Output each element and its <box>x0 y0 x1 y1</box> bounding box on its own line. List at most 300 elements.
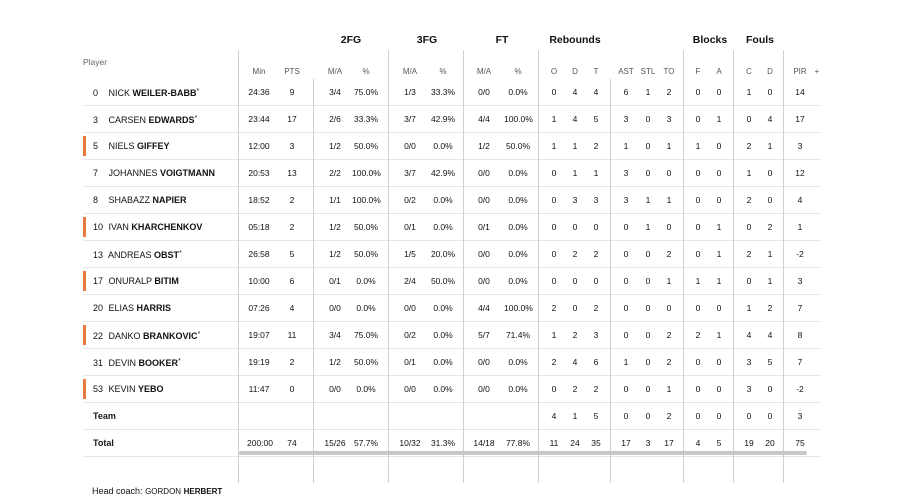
group-ft: FT <box>495 34 509 46</box>
stat-cell-d: 1 <box>572 411 578 421</box>
stat-cell-f: 0 <box>695 168 701 178</box>
player-name[interactable] <box>93 79 199 105</box>
stat-cell-fg3: 10/32 <box>399 438 421 448</box>
stat-cell-f: 1 <box>695 141 701 151</box>
header-reb-o: O <box>550 67 558 76</box>
stat-cell-d: 24 <box>570 438 580 448</box>
stat-cell-fg3p: 0.0% <box>433 222 453 232</box>
head-coach <box>92 486 222 496</box>
stat-cell-fg3p: 0.0% <box>433 195 453 205</box>
stat-cell-a: 0 <box>716 195 722 205</box>
stat-cell-pts: 4 <box>289 303 295 313</box>
stat-cell-fg2p: 33.3% <box>353 114 379 124</box>
stat-cell-fg2p: 100.0% <box>352 195 381 205</box>
player-row <box>83 241 821 268</box>
player-name[interactable] <box>93 349 181 375</box>
stat-cell-fg3: 2/4 <box>404 276 416 286</box>
stat-cell-fd: 4 <box>767 114 773 124</box>
stat-cell-pir: -2 <box>796 249 804 259</box>
header-ft-ma: M/A <box>476 67 492 76</box>
stat-cell-pts: 13 <box>287 168 297 178</box>
stat-cell-fg3: 0/1 <box>404 222 416 232</box>
stat-cell-d: 4 <box>572 114 578 124</box>
stat-cell-pts: 2 <box>289 357 295 367</box>
stat-cell-pir: 7 <box>797 357 803 367</box>
stat-cell-stl: 3 <box>645 438 651 448</box>
group-2fg: 2FG <box>340 34 362 46</box>
stat-cell-ftp: 0.0% <box>508 195 528 205</box>
stat-cell-c: 0 <box>746 114 752 124</box>
stat-cell-fd: 0 <box>767 384 773 394</box>
stat-cell-ft: 0/0 <box>478 87 490 97</box>
stat-cell-pts: 11 <box>287 330 297 340</box>
divider <box>313 79 314 483</box>
stat-cell-fd: 1 <box>767 249 773 259</box>
header-pts: PTS <box>284 67 300 76</box>
header-min: Min <box>252 67 266 76</box>
player-number: 0 <box>93 88 99 98</box>
stat-cell-to: 2 <box>666 330 672 340</box>
stat-cell-a: 0 <box>716 384 722 394</box>
group-blocks: Blocks <box>692 34 728 46</box>
player-last-name: OBST <box>154 250 180 260</box>
stat-cell-ftp: 100.0% <box>504 303 533 313</box>
stat-cell-stl: 0 <box>645 330 651 340</box>
stat-cell-pts: 9 <box>289 87 295 97</box>
stat-cell-ftp: 0.0% <box>508 168 528 178</box>
stat-cell-pts: 3 <box>289 141 295 151</box>
team-row <box>83 403 821 430</box>
group-rebounds: Rebounds <box>549 34 601 46</box>
player-last-name: KHARCHENKOV <box>131 222 203 232</box>
stat-cell-ft: 5/7 <box>478 330 490 340</box>
stat-cell-ast: 0 <box>623 276 629 286</box>
stat-cell-c: 19 <box>744 438 754 448</box>
stat-cell-ft: 1/2 <box>478 141 490 151</box>
divider <box>463 50 464 483</box>
stat-cell-fd: 1 <box>767 276 773 286</box>
stat-cell-pir: 12 <box>795 168 805 178</box>
player-name[interactable] <box>93 295 171 321</box>
stat-cell-to: 17 <box>664 438 674 448</box>
divider <box>238 50 239 483</box>
horizontal-scrollbar[interactable] <box>239 451 807 455</box>
stat-cell-to: 2 <box>666 411 672 421</box>
stat-cell-ast: 1 <box>623 141 629 151</box>
player-row <box>83 322 821 349</box>
stat-cell-fg2: 1/2 <box>329 249 341 259</box>
stat-cell-stl: 0 <box>645 384 651 394</box>
stat-cell-ast: 1 <box>623 357 629 367</box>
stat-cell-fd: 0 <box>767 168 773 178</box>
stat-cell-fg3: 1/5 <box>404 249 416 259</box>
stat-cell-fg3: 0/0 <box>404 384 416 394</box>
header-to: TO <box>663 67 675 76</box>
stat-cell-to: 1 <box>666 195 672 205</box>
header-plus[interactable]: + <box>814 67 820 76</box>
stat-cell-ast: 3 <box>623 195 629 205</box>
stat-cell-pts: 0 <box>289 384 295 394</box>
player-first-name: ELIAS <box>108 303 135 313</box>
stat-cell-fg3: 1/3 <box>404 87 416 97</box>
stat-cell-to: 3 <box>666 114 672 124</box>
player-row <box>83 106 821 133</box>
stat-cell-a: 0 <box>716 168 722 178</box>
stat-cell-f: 0 <box>695 411 701 421</box>
stat-cell-f: 0 <box>695 303 701 313</box>
stat-cell-ftp: 0.0% <box>508 222 528 232</box>
stat-cell-c: 3 <box>746 384 752 394</box>
group-fouls: Fouls <box>746 34 774 46</box>
player-name[interactable] <box>93 214 202 240</box>
stat-cell-c: 1 <box>746 87 752 97</box>
stat-cell-fd: 0 <box>767 195 773 205</box>
stat-cell-f: 2 <box>695 330 701 340</box>
stat-cell-o: 0 <box>551 249 557 259</box>
stat-cell-ft: 0/0 <box>478 357 490 367</box>
stat-cell-pir: 14 <box>795 87 805 97</box>
stat-cell-ast: 17 <box>621 438 631 448</box>
stat-cell-o: 0 <box>551 384 557 394</box>
player-first-name: NICK <box>108 88 131 98</box>
stat-cell-t: 5 <box>593 114 599 124</box>
player-number: 17 <box>93 276 104 286</box>
stat-cell-fg2p: 75.0% <box>353 330 379 340</box>
stat-cell-o: 1 <box>551 141 557 151</box>
stat-cell-fd: 0 <box>767 411 773 421</box>
stat-cell-fg2: 0/0 <box>329 303 341 313</box>
stat-cell-fg3p: 0.0% <box>433 384 453 394</box>
stat-cell-fg2: 1/1 <box>329 195 341 205</box>
starter-marker: * <box>196 88 200 95</box>
stat-cell-min: 05:18 <box>248 222 270 232</box>
stat-cell-fg3p: 0.0% <box>433 357 453 367</box>
stat-cell-a: 0 <box>716 411 722 421</box>
player-row <box>83 214 821 241</box>
stat-cell-fg2p: 50.0% <box>353 357 379 367</box>
header-3fg-ma: M/A <box>402 67 418 76</box>
stat-cell-fg3p: 0.0% <box>433 330 453 340</box>
player-number: 10 <box>93 222 104 232</box>
stat-cell-fg3p: 33.3% <box>430 87 456 97</box>
stat-cell-fd: 2 <box>767 303 773 313</box>
stat-cell-o: 1 <box>551 330 557 340</box>
stat-cell-fd: 1 <box>767 141 773 151</box>
stat-cell-t: 0 <box>593 276 599 286</box>
stat-cell-pts: 6 <box>289 276 295 286</box>
stat-cell-o: 1 <box>551 114 557 124</box>
stat-cell-a: 1 <box>716 114 722 124</box>
stat-cell-a: 1 <box>716 249 722 259</box>
stat-cell-d: 1 <box>572 141 578 151</box>
stat-cell-pir: 3 <box>797 411 803 421</box>
player-last-name: WEILER-BABB <box>132 88 197 98</box>
stat-cell-pts: 17 <box>287 114 297 124</box>
player-number: 7 <box>93 168 99 178</box>
player-last-name: GIFFEY <box>137 141 170 151</box>
stat-cell-min: 12:00 <box>248 141 270 151</box>
stat-cell-ft: 4/4 <box>478 303 490 313</box>
player-last-name: YEBO <box>138 384 164 394</box>
player-row <box>83 79 821 106</box>
stat-cell-ftp: 100.0% <box>504 114 533 124</box>
stat-cell-ftp: 0.0% <box>508 87 528 97</box>
stat-cell-f: 0 <box>695 249 701 259</box>
stat-cell-o: 2 <box>551 357 557 367</box>
starter-marker: * <box>178 358 181 365</box>
player-row <box>83 187 821 214</box>
player-first-name: DEVIN <box>108 358 137 368</box>
stat-cell-f: 0 <box>695 114 701 124</box>
player-name[interactable] <box>93 160 215 186</box>
stat-cell-d: 0 <box>572 222 578 232</box>
stat-cell-ftp: 0.0% <box>508 249 528 259</box>
stat-cell-ftp: 0.0% <box>508 276 528 286</box>
stat-cell-ast: 0 <box>623 222 629 232</box>
stat-cell-d: 3 <box>572 195 578 205</box>
player-name[interactable] <box>93 187 187 213</box>
stat-cell-fg3p: 0.0% <box>433 141 453 151</box>
stat-cell-ast: 3 <box>623 168 629 178</box>
stat-cell-min: 19:19 <box>248 357 270 367</box>
stat-cell-ast: 0 <box>623 303 629 313</box>
player-row <box>83 268 821 295</box>
stat-cell-pir: 17 <box>795 114 805 124</box>
player-number: 3 <box>93 115 99 125</box>
divider <box>733 50 734 483</box>
stat-cell-ft: 0/0 <box>478 168 490 178</box>
player-last-name: HARRIS <box>136 303 172 313</box>
stat-cell-pir: 4 <box>797 195 803 205</box>
stat-cell-pir: 1 <box>797 222 803 232</box>
stat-cell-t: 2 <box>593 249 599 259</box>
stat-cell-c: 3 <box>746 357 752 367</box>
stat-cell-min: 23:44 <box>248 114 270 124</box>
stat-cell-fg2: 0/0 <box>329 384 341 394</box>
header-blk-f: F <box>695 67 701 76</box>
stat-cell-a: 1 <box>716 276 722 286</box>
stat-cell-o: 0 <box>551 168 557 178</box>
stat-cell-fg2: 2/2 <box>329 168 341 178</box>
stat-cell-ftp: 50.0% <box>505 141 531 151</box>
stat-cell-fg3: 3/7 <box>404 168 416 178</box>
stat-cell-to: 1 <box>666 384 672 394</box>
stat-cell-o: 0 <box>551 195 557 205</box>
stat-cell-t: 3 <box>593 195 599 205</box>
stat-cell-pir: 3 <box>797 141 803 151</box>
stat-cell-min: 19:07 <box>248 330 270 340</box>
total-row-label: Total <box>93 438 114 448</box>
player-last-name: BITIM <box>154 276 179 286</box>
stat-cell-fg3: 3/7 <box>404 114 416 124</box>
stat-cell-c: 0 <box>746 276 752 286</box>
stat-cell-fg3: 0/0 <box>404 303 416 313</box>
header-reb-t: T <box>593 67 599 76</box>
stat-cell-to: 0 <box>666 168 672 178</box>
stat-cell-t: 2 <box>593 141 599 151</box>
stat-cell-t: 1 <box>593 168 599 178</box>
player-first-name: NIELS <box>108 141 135 151</box>
stat-cell-stl: 0 <box>645 168 651 178</box>
stat-cell-a: 1 <box>716 330 722 340</box>
stat-cell-fg2: 15/26 <box>324 438 346 448</box>
stat-cell-ast: 0 <box>623 384 629 394</box>
stat-cell-c: 1 <box>746 303 752 313</box>
player-name[interactable] <box>93 106 197 132</box>
stat-cell-f: 0 <box>695 195 701 205</box>
stat-cell-c: 0 <box>746 222 752 232</box>
divider <box>388 50 389 483</box>
stat-cell-pts: 2 <box>289 222 295 232</box>
stat-cell-min: 18:52 <box>248 195 270 205</box>
stat-cell-fg2p: 0.0% <box>356 384 376 394</box>
stat-cell-d: 2 <box>572 249 578 259</box>
player-name[interactable] <box>93 268 179 294</box>
stat-cell-pts: 2 <box>289 195 295 205</box>
stat-cell-pir: 8 <box>797 330 803 340</box>
stat-cell-fg3p: 31.3% <box>430 438 456 448</box>
stat-cell-fd: 20 <box>765 438 775 448</box>
stat-cell-f: 1 <box>695 276 701 286</box>
divider <box>538 50 539 483</box>
stat-cell-stl: 0 <box>645 357 651 367</box>
stat-cell-fg3p: 0.0% <box>433 303 453 313</box>
player-row <box>83 376 821 403</box>
stat-cell-ast: 3 <box>623 114 629 124</box>
stat-cell-min: 200:00 <box>247 438 273 448</box>
stat-cell-c: 1 <box>746 168 752 178</box>
stat-cell-fg2: 1/2 <box>329 357 341 367</box>
stat-cell-o: 0 <box>551 87 557 97</box>
group-header-row <box>83 30 821 50</box>
header-foul-c: C <box>746 67 752 76</box>
player-number: 31 <box>93 358 104 368</box>
stat-cell-t: 0 <box>593 222 599 232</box>
stat-cell-fg3p: 42.9% <box>430 168 456 178</box>
stat-cell-stl: 0 <box>645 411 651 421</box>
stat-cell-fg3: 0/2 <box>404 195 416 205</box>
stat-cell-fd: 0 <box>767 87 773 97</box>
stat-cell-min: 11:47 <box>248 384 270 394</box>
stat-cell-pir: -2 <box>796 384 804 394</box>
stat-cell-ft: 0/0 <box>478 195 490 205</box>
stat-cell-f: 4 <box>695 438 701 448</box>
stat-cell-f: 0 <box>695 222 701 232</box>
stat-cell-ast: 0 <box>623 411 629 421</box>
player-name[interactable] <box>93 241 182 267</box>
stat-cell-fd: 4 <box>767 330 773 340</box>
header-blk-a: A <box>716 67 722 76</box>
stat-cell-to: 0 <box>666 222 672 232</box>
player-name[interactable] <box>93 322 200 348</box>
stat-cell-min: 26:58 <box>248 249 270 259</box>
stat-cell-o: 4 <box>551 411 557 421</box>
stat-cell-ast: 6 <box>623 87 629 97</box>
player-number: 13 <box>93 250 104 260</box>
stat-cell-d: 2 <box>572 384 578 394</box>
divider <box>610 79 611 483</box>
header-ft-pct: % <box>514 67 522 76</box>
player-last-name: BOOKER <box>138 358 179 368</box>
stat-cell-ft: 0/1 <box>478 222 490 232</box>
head-coach-first-name: GORDON <box>145 487 182 496</box>
stat-cell-d: 4 <box>572 357 578 367</box>
stat-cell-ast: 0 <box>623 249 629 259</box>
divider <box>783 50 784 483</box>
player-first-name: CARSEN <box>108 115 147 125</box>
stat-cell-min: 24:36 <box>248 87 270 97</box>
stat-cell-fg2: 1/2 <box>329 222 341 232</box>
team-row-label: Team <box>93 411 116 421</box>
player-first-name: IVAN <box>108 222 129 232</box>
stat-cell-a: 0 <box>716 141 722 151</box>
stat-cell-fg3p: 20.0% <box>430 249 456 259</box>
player-last-name: VOIGTMANN <box>160 168 216 178</box>
player-first-name: SHABAZZ <box>108 195 151 205</box>
starter-marker: * <box>197 331 201 338</box>
stat-cell-c: 0 <box>746 411 752 421</box>
stat-cell-min: 20:53 <box>248 168 270 178</box>
stat-cell-fg3p: 42.9% <box>430 114 456 124</box>
stat-cell-stl: 0 <box>645 303 651 313</box>
stat-cell-d: 4 <box>572 87 578 97</box>
stat-cell-to: 2 <box>666 357 672 367</box>
stat-cell-a: 0 <box>716 87 722 97</box>
stat-cell-fg2p: 50.0% <box>353 222 379 232</box>
player-number: 22 <box>93 331 104 341</box>
player-number: 8 <box>93 195 99 205</box>
stat-cell-to: 0 <box>666 303 672 313</box>
stat-cell-pir: 75 <box>795 438 805 448</box>
stat-cell-fg2: 3/4 <box>329 87 341 97</box>
stat-cell-ftp: 0.0% <box>508 357 528 367</box>
stat-cell-fg2p: 57.7% <box>353 438 379 448</box>
player-name[interactable] <box>93 133 170 159</box>
stat-cell-a: 0 <box>716 303 722 313</box>
stat-cell-o: 11 <box>549 438 559 448</box>
stat-cell-ftp: 0.0% <box>508 384 528 394</box>
player-name[interactable] <box>93 376 164 402</box>
player-last-name: NAPIER <box>152 195 187 205</box>
stat-cell-min: 07:26 <box>248 303 270 313</box>
player-last-name: EDWARDS <box>148 115 195 125</box>
player-first-name: DANKO <box>108 331 141 341</box>
stat-cell-to: 1 <box>666 141 672 151</box>
stat-cell-t: 35 <box>591 438 601 448</box>
stat-cell-fg2p: 100.0% <box>352 168 381 178</box>
stat-cell-d: 2 <box>572 330 578 340</box>
stat-cell-fg2: 2/6 <box>329 114 341 124</box>
group-3fg: 3FG <box>416 34 438 46</box>
stat-cell-to: 1 <box>666 276 672 286</box>
stat-cell-a: 1 <box>716 222 722 232</box>
header-reb-d: D <box>572 67 578 76</box>
stat-cell-ftp: 71.4% <box>505 330 531 340</box>
stat-cell-c: 2 <box>746 249 752 259</box>
column-header-row <box>83 50 821 79</box>
stat-cell-o: 2 <box>551 303 557 313</box>
stat-cell-t: 4 <box>593 87 599 97</box>
player-first-name: JOHANNES <box>108 168 158 178</box>
stat-cell-min: 10:00 <box>248 276 270 286</box>
player-first-name: ANDREAS <box>108 250 152 260</box>
header-2fg-pct: % <box>362 67 370 76</box>
player-first-name: KEVIN <box>108 384 136 394</box>
stat-cell-fg2: 1/2 <box>329 141 341 151</box>
stat-cell-f: 0 <box>695 357 701 367</box>
stat-cell-pts: 74 <box>287 438 297 448</box>
header-ast: AST <box>618 67 634 76</box>
